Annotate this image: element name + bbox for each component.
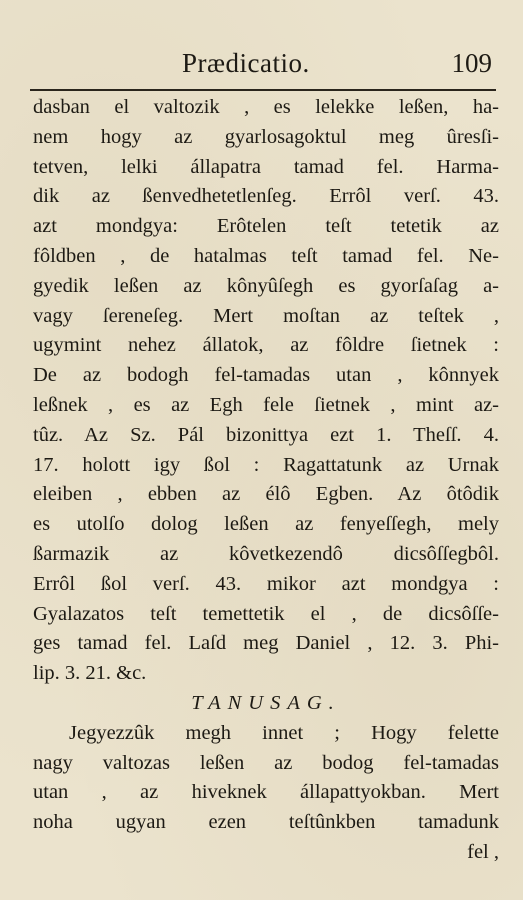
text-line: Gyalazatos teſt temettetik el , de dicsôſſe-	[33, 602, 499, 625]
text-line: dik az ßenvedhetetlenſeg. Errôl verſ. 43.	[33, 185, 499, 208]
section-heading: TANUSAG.	[191, 691, 341, 714]
text-line: nagy valtozas leßen az bodog fel-tamadas	[33, 751, 499, 774]
text-line: gyedik leßen az kônyûſegh es gyorſaſag a-	[33, 274, 499, 297]
text-line: lip. 3. 21. &c.	[33, 662, 147, 685]
running-title: Prædicatio.	[182, 48, 310, 78]
text-line: ßarmazik az kôvetkezendô dicsôſſegbôl.	[33, 542, 499, 565]
text-line: tetven, lelki állapatra tamad fel. Harma-	[33, 155, 499, 178]
text-line: Errôl ßol verſ. 43. mikor azt mondgya :	[33, 572, 499, 595]
text-line: fôldben , de hatalmas teſt tamad fel. Ne-	[33, 244, 499, 267]
text-line: noha ugyan ezen teſtûnkben tamadunk	[33, 811, 499, 834]
page-number: 109	[451, 48, 492, 78]
text-line: Jegyezzûk megh innet ; Hogy felette	[69, 721, 499, 744]
page-text	[33, 93, 499, 868]
text-line: De az bodogh fel-tamadas utan , kônnyek	[33, 364, 499, 387]
text-line: eleiben , ebben az élô Egben. Az ôtôdik	[33, 483, 499, 506]
text-line: nem hogy az gyarlosagoktul meg ûresſi-	[33, 125, 499, 148]
text-line: ugymint nehez állatok, az fôldre ſietnek :	[33, 334, 499, 357]
header-rule	[30, 89, 496, 91]
text-line: 17. holott igy ßol : Ragattatunk az Urnak	[33, 453, 499, 476]
text-line: utan , az hiveknek állapattyokban. Mert	[33, 781, 499, 804]
text-line: azt mondgya: Erôtelen teſt tetetik az	[33, 215, 499, 238]
text-line: tûz. Az Sz. Pál bizonittya ezt 1. Theſſ. 4.	[33, 423, 499, 446]
text-line: dasban el valtozik , es lelekke leßen, ha-	[33, 96, 499, 118]
text-line: leßnek , es az Egh fele ſietnek , mint az-	[33, 393, 499, 416]
text-line: ges tamad fel. Laſd meg Daniel , 12. 3. Phi-	[33, 632, 499, 655]
text-line: es utolſo dolog leßen az fenyeſſegh, mely	[33, 513, 499, 536]
catchword: fel ,	[467, 840, 499, 863]
page-header	[30, 44, 500, 88]
text-line: vagy ſereneſeg. Mert moſtan az teſtek ,	[33, 304, 499, 327]
